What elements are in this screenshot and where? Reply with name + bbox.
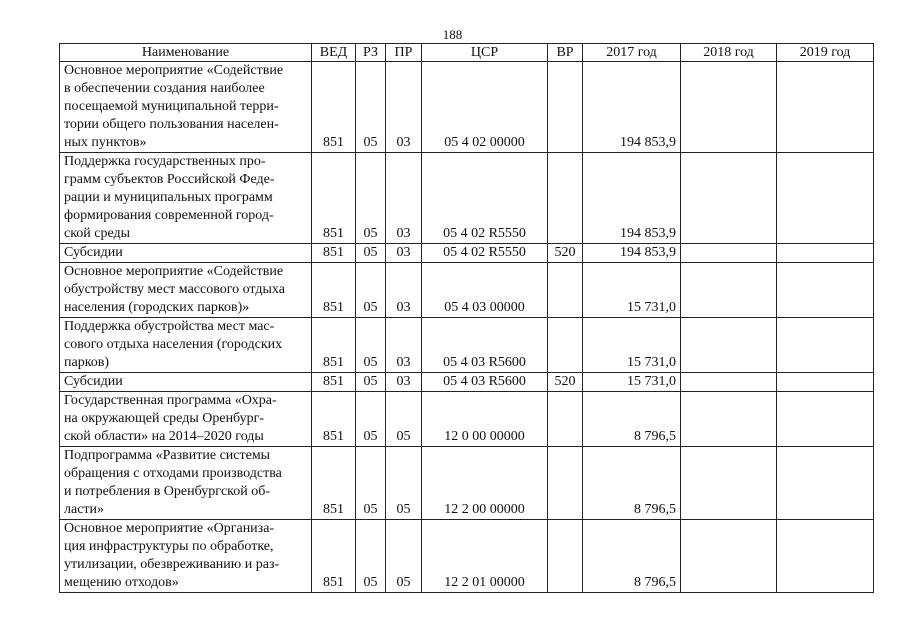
cell-2019 <box>777 263 874 318</box>
name-line: Государственная программа «Охра- <box>64 393 277 408</box>
cell-rz: 05 <box>356 263 386 318</box>
cell-rz: 05 <box>356 318 386 373</box>
name-line: обращения с отходами производства <box>64 466 282 481</box>
table-row <box>60 318 874 373</box>
name-line: ласти» <box>64 502 105 517</box>
cell-csr: 05 4 03 R5600 <box>422 318 548 373</box>
cell-csr: 05 4 02 R5550 <box>422 153 548 244</box>
cell-vr: 520 <box>548 373 583 392</box>
cell-csr: 05 4 03 R5600 <box>422 373 548 392</box>
cell-vr <box>548 62 583 153</box>
cell-2017: 8 796,5 <box>583 520 681 593</box>
cell-rz: 05 <box>356 244 386 263</box>
cell-2018 <box>681 373 777 392</box>
name-line: Поддержка государственных про- <box>64 154 266 169</box>
cell-ved: 851 <box>312 244 356 263</box>
cell-rz: 05 <box>356 392 386 447</box>
cell-ved: 851 <box>312 520 356 593</box>
cell-name <box>60 373 312 392</box>
cell-ved: 851 <box>312 373 356 392</box>
cell-2019 <box>777 520 874 593</box>
column-header-ved: ВЕД <box>312 44 356 62</box>
table-row <box>60 392 874 447</box>
cell-name <box>60 392 312 447</box>
cell-ved: 851 <box>312 447 356 520</box>
name-line: формирования современной город- <box>64 208 274 223</box>
name-line: сового отдыха населения (городских <box>64 337 283 352</box>
table-body <box>60 62 874 593</box>
cell-vr <box>548 392 583 447</box>
table-row <box>60 244 874 263</box>
name-line: Субсидии <box>64 374 123 389</box>
budget-table <box>59 43 874 593</box>
cell-csr: 05 4 03 00000 <box>422 263 548 318</box>
cell-name <box>60 318 312 373</box>
cell-vr: 520 <box>548 244 583 263</box>
cell-csr: 12 2 00 00000 <box>422 447 548 520</box>
name-line: Субсидии <box>64 245 123 260</box>
cell-2017: 15 731,0 <box>583 373 681 392</box>
cell-2018 <box>681 392 777 447</box>
cell-name <box>60 244 312 263</box>
name-line: ных пунктов» <box>64 135 147 150</box>
table-row <box>60 62 874 153</box>
cell-2018 <box>681 520 777 593</box>
name-line: Основное мероприятие «Содействие <box>64 63 284 78</box>
cell-pr: 03 <box>386 153 422 244</box>
cell-rz: 05 <box>356 447 386 520</box>
column-header-2019: 2019 год <box>777 44 874 62</box>
cell-vr <box>548 520 583 593</box>
table-row <box>60 447 874 520</box>
cell-2018 <box>681 153 777 244</box>
table-row <box>60 263 874 318</box>
cell-pr: 03 <box>386 373 422 392</box>
cell-vr <box>548 318 583 373</box>
name-line: Основное мероприятие «Организа- <box>64 521 275 536</box>
column-header-csr: ЦСР <box>422 44 548 62</box>
column-header-vr: ВР <box>548 44 583 62</box>
column-header-rz: РЗ <box>356 44 386 62</box>
table-header <box>60 44 874 62</box>
cell-csr: 05 4 02 00000 <box>422 62 548 153</box>
name-line: тории общего пользования населен- <box>64 117 279 132</box>
name-line: на окружающей среды Оренбург- <box>64 411 265 426</box>
cell-2019 <box>777 153 874 244</box>
table-row <box>60 373 874 392</box>
cell-2017: 194 853,9 <box>583 244 681 263</box>
cell-csr: 12 0 00 00000 <box>422 392 548 447</box>
name-line: населения (городских парков)» <box>64 300 250 315</box>
name-line: и потребления в Оренбургской об- <box>64 484 271 499</box>
cell-2018 <box>681 244 777 263</box>
table-row <box>60 153 874 244</box>
cell-rz: 05 <box>356 373 386 392</box>
cell-2018 <box>681 318 777 373</box>
cell-2017: 8 796,5 <box>583 447 681 520</box>
column-header-2018: 2018 год <box>681 44 777 62</box>
cell-name <box>60 62 312 153</box>
table-row <box>60 520 874 593</box>
cell-name <box>60 520 312 593</box>
name-line: ской среды <box>64 226 131 241</box>
cell-2017: 15 731,0 <box>583 318 681 373</box>
cell-ved: 851 <box>312 153 356 244</box>
cell-name <box>60 263 312 318</box>
cell-2017: 194 853,9 <box>583 153 681 244</box>
cell-ved: 851 <box>312 62 356 153</box>
cell-pr: 05 <box>386 392 422 447</box>
cell-vr <box>548 263 583 318</box>
cell-2017: 8 796,5 <box>583 392 681 447</box>
name-line: ской области» на 2014–2020 годы <box>64 429 264 444</box>
cell-2018 <box>681 62 777 153</box>
name-line: обустройству мест массового отдыха <box>64 282 285 297</box>
name-line: в обеспечении создания наиболее <box>64 81 265 96</box>
cell-2018 <box>681 447 777 520</box>
name-line: грамм субъектов Российской Феде- <box>64 172 275 187</box>
cell-2019 <box>777 447 874 520</box>
name-line: Подпрограмма «Развитие системы <box>64 448 271 463</box>
cell-2019 <box>777 373 874 392</box>
cell-rz: 05 <box>356 153 386 244</box>
cell-ved: 851 <box>312 392 356 447</box>
cell-name <box>60 447 312 520</box>
name-line: утилизации, обезвреживанию и раз- <box>64 557 280 572</box>
column-header-name: Наименование <box>60 44 312 62</box>
cell-rz: 05 <box>356 62 386 153</box>
cell-2018 <box>681 263 777 318</box>
cell-2019 <box>777 62 874 153</box>
cell-pr: 05 <box>386 447 422 520</box>
name-line: парков) <box>64 355 110 370</box>
cell-pr: 05 <box>386 520 422 593</box>
name-line: рации и муниципальных программ <box>64 190 273 205</box>
cell-2019 <box>777 318 874 373</box>
name-line: посещаемой муниципальной терри- <box>64 99 279 114</box>
name-line: мещению отходов» <box>64 575 179 590</box>
name-line: Основное мероприятие «Содействие <box>64 264 284 279</box>
cell-rz: 05 <box>356 520 386 593</box>
cell-2017: 194 853,9 <box>583 62 681 153</box>
cell-2019 <box>777 244 874 263</box>
cell-ved: 851 <box>312 318 356 373</box>
cell-csr: 05 4 02 R5550 <box>422 244 548 263</box>
cell-vr <box>548 153 583 244</box>
cell-pr: 03 <box>386 318 422 373</box>
cell-csr: 12 2 01 00000 <box>422 520 548 593</box>
name-line: ция инфраструктуры по обработке, <box>64 539 274 554</box>
column-header-pr: ПР <box>386 44 422 62</box>
page-number: 188 <box>442 27 463 42</box>
column-header-2017: 2017 год <box>583 44 681 62</box>
cell-2017: 15 731,0 <box>583 263 681 318</box>
cell-pr: 03 <box>386 263 422 318</box>
cell-2019 <box>777 392 874 447</box>
cell-vr <box>548 447 583 520</box>
cell-ved: 851 <box>312 263 356 318</box>
cell-name <box>60 153 312 244</box>
name-line: Поддержка обустройства мест мас- <box>64 319 275 334</box>
cell-pr: 03 <box>386 244 422 263</box>
cell-pr: 03 <box>386 62 422 153</box>
